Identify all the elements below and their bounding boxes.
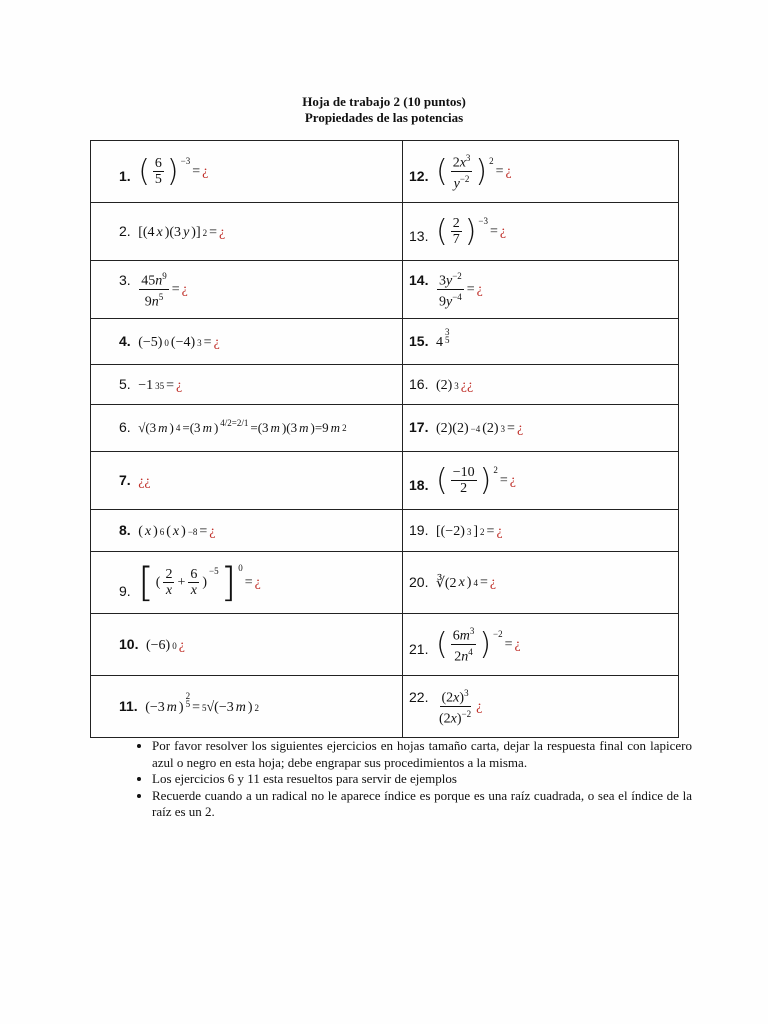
exercise-expression: [(−2) 3 ] 2 = ¿ — [435, 523, 503, 539]
exercise-expression: [(4 x )(3 y )] 2 = ¿ — [138, 224, 226, 240]
instructions-list — [130, 738, 692, 821]
table-row — [91, 319, 679, 365]
exercise-5: 5. −1 35 = ¿ — [91, 365, 403, 405]
table-row — [91, 552, 679, 614]
exercise-expression: √(3 m ) 4 =(3 m ) $^{4/2=2/1}$ =(3 m )(3 m )=9 m 2 — [138, 418, 347, 435]
exercise-4: 4. (−5) 0 (−4) 3 = ¿ — [91, 319, 403, 365]
table-row — [91, 261, 679, 319]
exercise-expression: (2)(2) −4 (2) 3 = ¿ — [435, 421, 524, 436]
table-row — [91, 452, 679, 510]
exercise-expression: (−3 m ) $^{2 5}$ = $_5$ √(−3 m ) 2 — [145, 690, 260, 715]
exercise-7: 7. ¿¿ — [91, 452, 403, 510]
exercise-expression: ( x ) 6 ( x ) −8 = ¿ — [138, 523, 216, 539]
exercise-18: 18. ( $\frac{-10}{2}$ ) $^2$ = ¿ — [403, 452, 679, 510]
exercise-3: 3. $\frac{45n^9}{9n^5}$ = ¿ — [91, 261, 403, 319]
table-row — [91, 405, 679, 452]
exercise-expression: ∛(2 x ) 4 = ¿ — [435, 575, 497, 591]
worksheet-subtitle: Propiedades de las potencias — [304, 110, 464, 125]
table-row — [91, 365, 679, 405]
instruction-item: • Recuerde cuando a un radical no le aparece índice es porque es una raíz cuadrada, o sea el índice de la raíz es un 2. — [152, 788, 692, 821]
exercise-19: 19. [(−2) 3 ] 2 = ¿ — [403, 510, 679, 552]
exercise-expression: −1 35 = ¿ — [138, 377, 183, 393]
exercise-21: 21. ( $\frac{6m^3}{2n^4}$ ) $^{-2}$ = ¿ — [403, 614, 679, 676]
instruction-item: • Los ejercicios 6 y 11 esta resueltos para servir de ejemplos — [152, 771, 692, 788]
exercise-expression: 4 3 5 — [435, 326, 450, 350]
exercise-10: 10. (−6) 0 ¿ — [91, 614, 403, 676]
exercise-expression: ( $\frac{2x^3}{y^{-2}}$ ) $^2$ = ¿ — [435, 153, 512, 192]
exercise-expression: (−6) 0 ¿ — [145, 637, 185, 653]
exercise-expression: $\frac{45n^9}{9n^5}$ = ¿ — [141, 271, 188, 310]
exercise-expression: (−5) 0 (−4) 3 = ¿ — [138, 334, 220, 350]
exercise-17: 17. (2)(2) −4 (2) 3 = ¿ — [403, 405, 679, 452]
exercise-2: 2. [(4 x )(3 y )] 2 = ¿ — [91, 203, 403, 261]
worksheet-title: Hoja de trabajo 2 (10 puntos) — [302, 94, 466, 109]
table-row — [91, 203, 679, 261]
table-row — [91, 676, 679, 738]
exercise-expression: ( $\frac{-10}{2}$ ) $^2$ = ¿ — [435, 462, 516, 498]
table-row — [91, 614, 679, 676]
exercise-expression: (2) 3 ¿¿ — [435, 377, 474, 393]
exercise-expression: ¿¿ — [138, 473, 151, 489]
exercise-expression: ( $\frac{6}{5}$ ) $^{-3}$ = ¿ — [138, 153, 209, 189]
instruction-item: • Por favor resolver los siguientes ejercicios en hojas tamaño carta, dejar la respuesta final con lapicero azul o negro en esta hoja; debe engrapar sus procedimientos a la misma. — [152, 738, 692, 771]
exercise-22: 22. $\frac{(2x)^3}{(2x)^{-2}}$ ¿ — [403, 676, 679, 738]
exercise-15: 15. 4 3 5 — [403, 319, 679, 365]
exercise-20: 20. ∛(2 x ) 4 = ¿ — [403, 552, 679, 614]
exercise-8: 8. ( x ) 6 ( x ) −8 = ¿ — [91, 510, 403, 552]
exercise-expression: ( $\frac{2}{7}$ ) $^{-3}$ = ¿ — [435, 213, 507, 249]
exercise-11: 11. (−3 m ) $^{2 5}$ = $_5$ √(−3 m ) 2 — [91, 676, 403, 738]
exercise-expression: $\frac{3y^{-2}}{9y^{-4}}$ = ¿ — [438, 271, 483, 310]
exercise-16: 16. (2) 3 ¿¿ — [403, 365, 679, 405]
exercise-expression: ( $\frac{6m^3}{2n^4}$ ) $^{-2}$ = ¿ — [435, 626, 521, 665]
exercise-table — [90, 140, 679, 738]
exercise-12: 12. ( $\frac{2x^3}{y^{-2}}$ ) $^2$ = ¿ — [403, 141, 679, 203]
exercise-14: 14. $\frac{3y^{-2}}{9y^{-4}}$ = ¿ — [403, 261, 679, 319]
exercise-expression: $\frac{(2x)^3}{(2x)^{-2}}$ ¿ — [438, 688, 483, 727]
table-row — [91, 141, 679, 203]
exercise-1: 1. ( $\frac{6}{5}$ ) $^{-3}$ = ¿ — [91, 141, 403, 203]
table-row — [91, 510, 679, 552]
exercise-expression: [ ( $\frac{2}{x}$ + $\frac{6}{x}$ ) $^{-5}$ ] $^0$ = ¿ — [138, 559, 261, 606]
exercise-9: 9. [ ( $\frac{2}{x}$ + $\frac{6}{x}$ ) $^{-5}$ ] $^0$ = ¿ — [91, 552, 403, 614]
exercise-6: 6. √(3 m ) 4 =(3 m ) $^{4/2=2/1}$ =(3 m )(3 m )=9 m 2 — [91, 405, 403, 452]
exercise-13: 13. ( $\frac{2}{7}$ ) $^{-3}$ = ¿ — [403, 203, 679, 261]
